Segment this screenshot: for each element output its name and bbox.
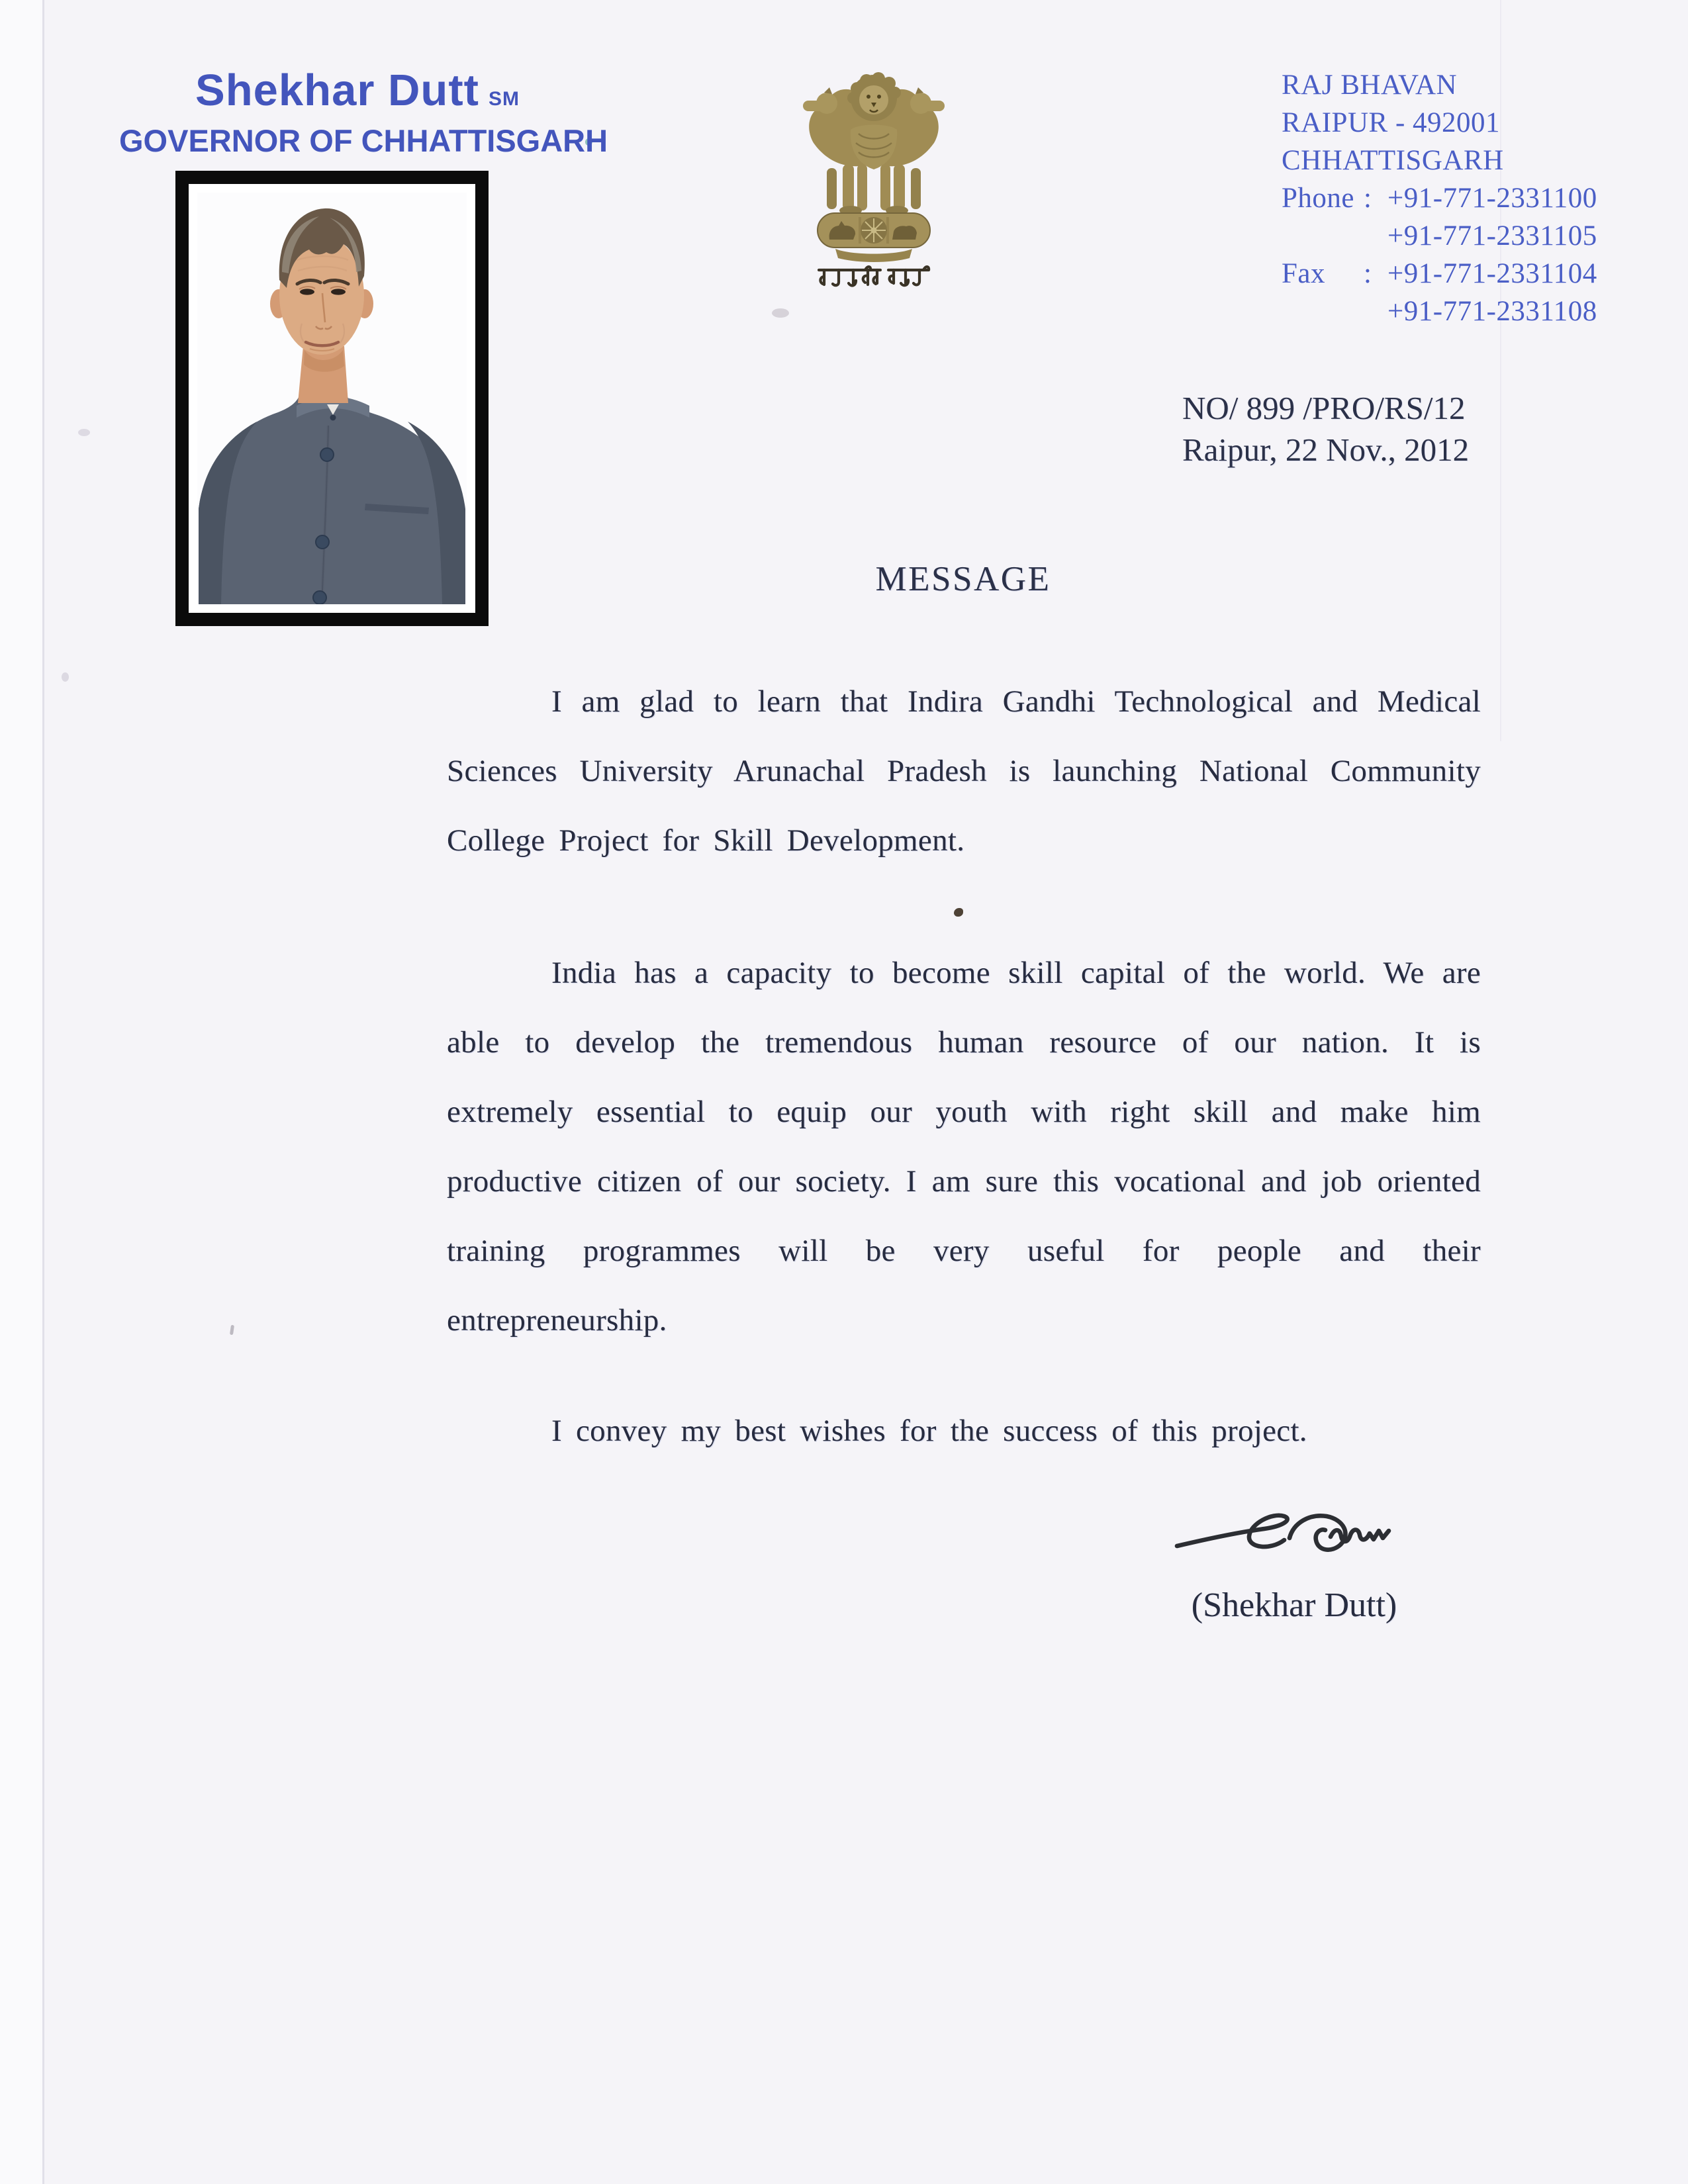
fax-number: +91-771-2331108 <box>1387 296 1597 327</box>
phone-label: Phone <box>1282 183 1354 214</box>
scanner-edge-strip <box>0 0 42 2184</box>
paragraph: I convey my best wishes for the success of this project. <box>551 1414 1307 1448</box>
address-block <box>1282 66 1597 330</box>
address-line: RAIPUR - 492001 <box>1282 107 1501 138</box>
governor-title: GOVERNOR OF CHHATTISGARH <box>119 123 608 158</box>
reference-number: NO/ 899 /PRO/RS/12 <box>1182 390 1466 426</box>
phone-number: +91-771-2331105 <box>1387 220 1597 251</box>
faint-smudge <box>78 429 90 436</box>
gray-smudge <box>772 308 789 318</box>
fax-label: Fax <box>1282 258 1325 289</box>
paragraph: I am glad to learn that Indira Gandhi Technological and Medical Sciences University Arunachal Pradesh is launching National Community College Project for Skill Development. <box>447 684 1481 858</box>
photo-mat <box>189 184 475 613</box>
letterhead-left <box>119 65 608 159</box>
fax-row <box>1282 293 1597 330</box>
signature-icon <box>1173 1497 1391 1575</box>
scanner-edge-line <box>42 0 44 2184</box>
fax-colon: : <box>1364 258 1372 289</box>
fax-number: +91-771-2331104 <box>1387 258 1597 289</box>
phone-row <box>1282 217 1597 255</box>
address-line: CHHATTISGARH <box>1282 145 1504 176</box>
motto-satyameva-jayate <box>819 267 929 285</box>
faint-mark <box>62 672 69 682</box>
fax-row <box>1282 255 1597 293</box>
honorific-sm: SM <box>488 88 520 110</box>
lion-capital-icon <box>798 64 950 295</box>
fax-label <box>1282 293 1364 330</box>
address-line: RAJ BHAVAN <box>1282 69 1458 101</box>
governor-name <box>119 65 596 116</box>
phone-colon <box>1364 217 1387 255</box>
national-emblem-of-india <box>798 64 950 295</box>
governor-photo-frame <box>175 171 489 626</box>
reference-block <box>1182 387 1469 471</box>
phone-colon: : <box>1364 183 1372 214</box>
stray-mark <box>230 1325 234 1336</box>
paragraph: India has a capacity to become skill capital of the world. We are able to develop the tremendous human resource of our nation. It is extremely essential to equip our youth with right skill and make him productive citizen of our society. I am sure this vocational and job oriented training programmes will be very useful for people and their entrepreneurship. <box>447 956 1481 1338</box>
phone-label <box>1282 217 1364 255</box>
governor-portrait <box>197 193 467 604</box>
place-date: Raipur, 22 Nov., 2012 <box>1182 432 1470 468</box>
fax-colon <box>1364 293 1387 330</box>
phone-number: +91-771-2331100 <box>1387 183 1597 214</box>
signature-scrawl <box>1173 1497 1391 1575</box>
signatory-name: (Shekhar Dutt) <box>1191 1586 1397 1624</box>
message-body <box>447 667 1481 1466</box>
phone-row <box>1282 179 1597 217</box>
message-heading: MESSAGE <box>875 560 1051 598</box>
governor-name-text: Shekhar Dutt <box>195 66 479 115</box>
